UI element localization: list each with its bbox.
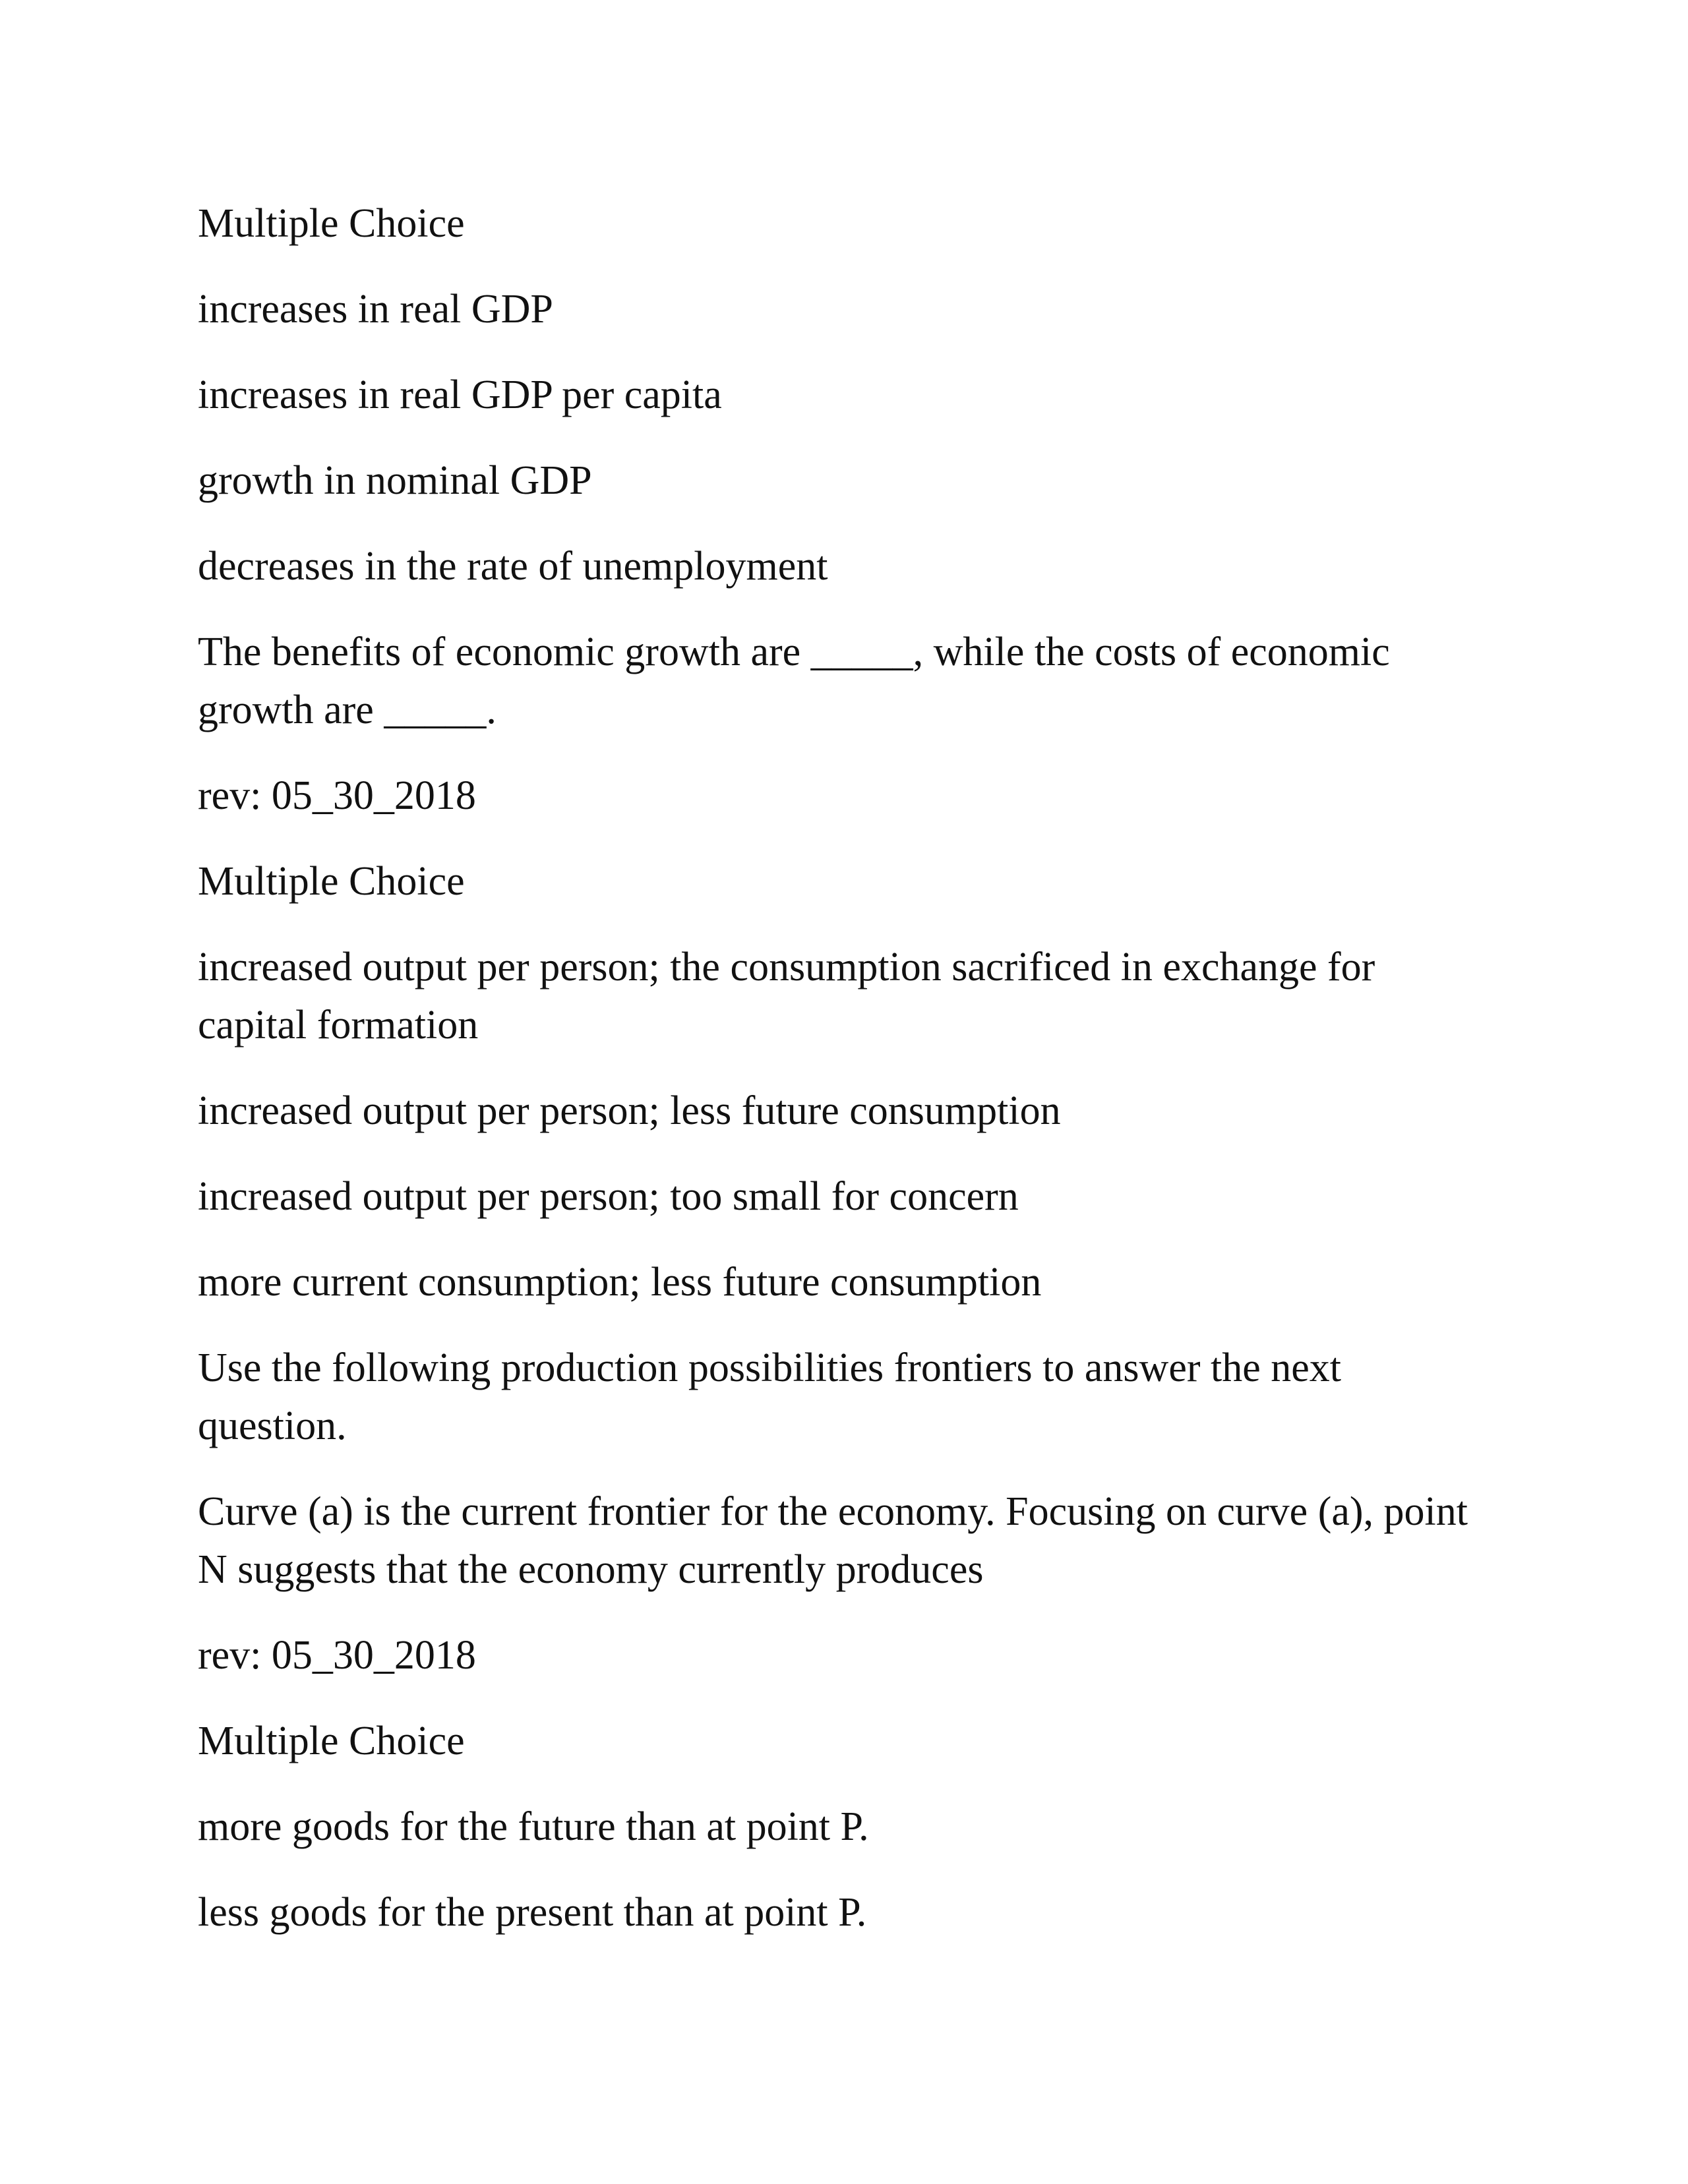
question-text: Curve (a) is the current frontier for the economy. Focusing on curve (a), point N suggests that the economy currently produces <box>198 1489 1468 1592</box>
answer-option: less goods for the present than at point P. <box>198 1890 867 1935</box>
question-text: The benefits of economic growth are _____, while the costs of economic growth are _____. <box>198 630 1390 732</box>
answer-option: decreases in the rate of unemployment <box>198 544 828 589</box>
question-instruction: Use the following production possibilities frontiers to answer the next question. <box>198 1345 1341 1448</box>
document-body <box>198 194 1490 1969</box>
answer-option: increases in real GDP <box>198 287 553 332</box>
answer-option: increased output per person; less future consumption <box>198 1088 1061 1133</box>
revision-label: rev: 05_30_2018 <box>198 773 476 818</box>
answer-option: increases in real GDP per capita <box>198 372 722 417</box>
answer-option: growth in nominal GDP <box>198 458 592 503</box>
revision-label: rev: 05_30_2018 <box>198 1633 476 1678</box>
section-label-multiple-choice: Multiple Choice <box>198 1719 465 1763</box>
answer-option: more goods for the future than at point P. <box>198 1804 869 1849</box>
answer-option: more current consumption; less future consumption <box>198 1260 1042 1305</box>
section-label-multiple-choice: Multiple Choice <box>198 201 465 246</box>
section-label-multiple-choice: Multiple Choice <box>198 859 465 904</box>
answer-option: increased output per person; too small for concern <box>198 1174 1019 1219</box>
answer-option: increased output per person; the consumption sacrificed in exchange for capital formation <box>198 945 1375 1048</box>
